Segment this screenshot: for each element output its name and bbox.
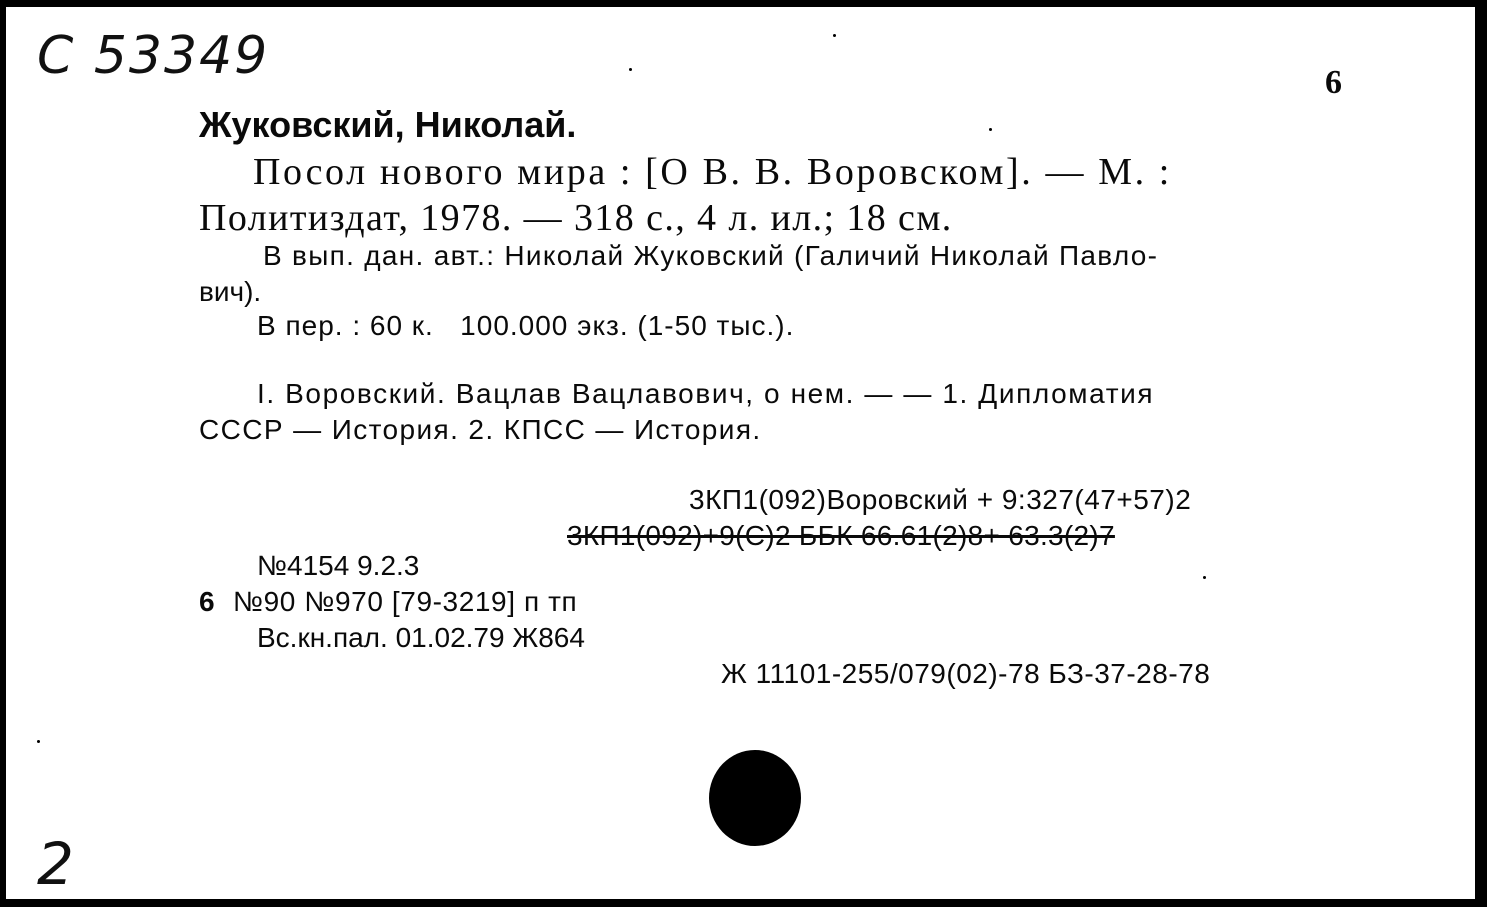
classification-line-2-struck: 3КП1(092)+9(С)2 ББК 66.61(2)8+ 63.3(2)7 (567, 520, 1115, 551)
card-edge-right (1475, 4, 1481, 902)
author-note-line-2: вич). (199, 276, 262, 307)
punched-hole (709, 750, 801, 846)
title-line-2: Политиздат, 1978. — 318 с., 4 л. ил.; 18 см. (199, 197, 953, 239)
speck (1203, 576, 1206, 579)
author-note-line-1: В вып. дан. авт.: Николай Жуковский (Галичий Николай Павло- (263, 240, 1159, 271)
card-number: 6 (1325, 64, 1342, 101)
card-edge-left (3, 4, 6, 902)
speck (989, 128, 992, 131)
handwritten-call-number: С 53349 (37, 26, 270, 86)
subjects-line-2: СССР — История. 2. КПСС — История. (199, 414, 762, 445)
author-heading: Жуковский, Николай. (199, 104, 577, 145)
subjects-line-1: I. Воровский. Вацлав Вацлавович, о нем. — — 1. Дипломатия (257, 378, 1155, 409)
code-line-1: №4154 9.2.3 (257, 550, 420, 581)
code-line-2: №90 №970 [79-3219] п тп (233, 586, 578, 617)
catalog-card (3, 4, 1481, 902)
title-line-1: Посол нового мира : [О В. В. Воровском]. — М. : (253, 151, 1172, 193)
code-line-2-prefix: 6 (199, 586, 215, 617)
classification-line-1: 3КП1(092)Воровский + 9:327(47+57)2 (689, 484, 1192, 515)
speck (629, 68, 632, 71)
price-print-run: В пер. : 60 к. 100.000 экз. (1-50 тыс.). (257, 310, 795, 341)
code-line-3: Вс.кн.пал. 01.02.79 Ж864 (257, 622, 585, 653)
handwritten-corner-mark: 2 (37, 830, 74, 898)
card-edge-top (3, 4, 1481, 7)
speck (833, 34, 836, 37)
card-edge-bottom (3, 899, 1481, 902)
speck (37, 740, 40, 743)
code-line-4: Ж 11101-255/079(02)-78 БЗ-37-28-78 (721, 658, 1211, 689)
